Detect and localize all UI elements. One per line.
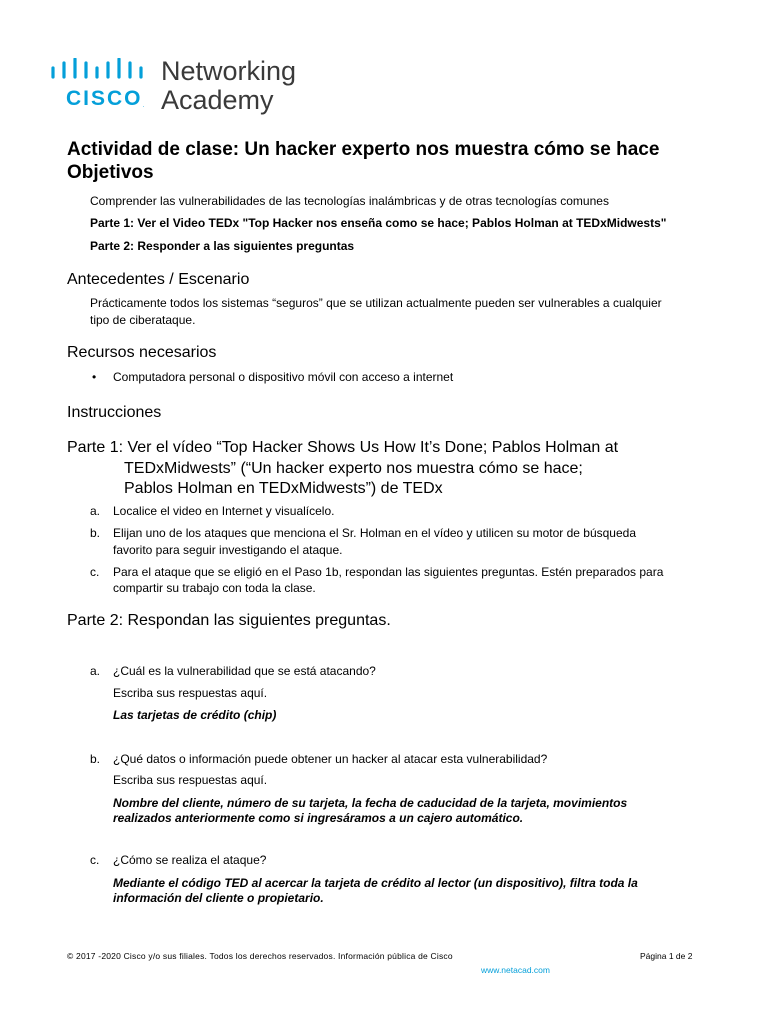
list-marker: a. — [90, 504, 101, 518]
list-marker: b. — [90, 526, 101, 540]
part1-heading-line3: Pablos Holman en TEDxMidwests”) de TEDx — [124, 480, 443, 497]
question-text: ¿Cuál es la vulnerabilidad que se está atacando? — [113, 664, 376, 678]
footer-url-link[interactable]: www.netacad.com — [481, 965, 550, 975]
answer-text: Nombre del cliente, número de su tarjeta, la fecha de caducidad de la tarjeta, movimientos — [113, 796, 628, 810]
logo-academy: Academy — [161, 85, 274, 115]
question-marker: a. — [90, 664, 101, 678]
part1-heading-line2: TEDxMidwests” (“Un hacker experto nos muestra cómo se hace; — [124, 460, 583, 477]
answer-prompt: Escriba sus respuestas aquí. — [113, 773, 268, 787]
answer-text: Las tarjetas de crédito (chip) — [113, 708, 277, 722]
list-item-text: Para el ataque que se eligió en el Paso 1b, respondan las siguientes preguntas. Estén preparados para — [113, 565, 664, 579]
logo-networking: Networking — [161, 56, 297, 86]
list-marker: c. — [90, 565, 100, 579]
list-item-text: Localice el video en Internet y visualícelo. — [113, 504, 335, 518]
question-text: ¿Cómo se realiza el ataque? — [113, 853, 267, 867]
resources-heading: Recursos necesarios — [67, 344, 217, 361]
question-marker: b. — [90, 752, 101, 766]
cisco-bars-logo-icon — [50, 58, 144, 80]
answer-prompt: Escriba sus respuestas aquí. — [113, 686, 268, 700]
background-text-line2: tipo de ciberataque. — [90, 313, 196, 327]
instructions-heading: Instrucciones — [67, 404, 162, 421]
footer-copyright: © 2017 -2020 Cisco y/o sus filiales. Todos los derechos reservados. Información pública de Cisco — [67, 951, 453, 961]
cisco-logo-text: CISCO. — [66, 87, 145, 110]
objective-part2: Parte 2: Responder a las siguientes preguntas — [90, 239, 355, 253]
answer-text: realizados anteriormente como si ingresáramos a un cajero automático. — [113, 811, 524, 825]
part1-heading-line1: Parte 1: Ver el vídeo “Top Hacker Shows Us How It’s Done; Pablos Holman at — [67, 439, 619, 456]
page-title: Actividad de clase: Un hacker experto nos muestra cómo se hace — [67, 139, 660, 160]
list-item-text: favorito para seguir investigando el ataque. — [113, 543, 343, 557]
answer-text: información del cliente o propietario. — [113, 891, 324, 905]
background-text-line1: Prácticamente todos los sistemas “seguros” que se utilizan actualmente pueden ser vulnerables a cualquier — [90, 296, 662, 310]
resource-item: Computadora personal o dispositivo móvil con acceso a internet — [113, 370, 454, 384]
objective-part1: Parte 1: Ver el Video TEDx "Top Hacker nos enseña como se hace; Pablos Holman at TEDxMidwests" — [90, 216, 667, 230]
question-text: ¿Qué datos o información puede obtener un hacker al atacar esta vulnerabilidad? — [113, 752, 548, 766]
list-item-text: Elijan uno de los ataques que menciona el Sr. Holman en el vídeo y utilicen su motor de búsqueda — [113, 526, 636, 540]
part2-heading: Parte 2: Respondan las siguientes preguntas. — [67, 612, 391, 629]
footer-page-number: Página 1 de 2 — [640, 951, 693, 961]
question-marker: c. — [90, 853, 100, 867]
list-item-text: compartir su trabajo con toda la clase. — [113, 581, 316, 595]
objectives-heading: Objetivos — [67, 162, 154, 183]
background-heading: Antecedentes / Escenario — [67, 271, 250, 288]
answer-text: Mediante el código TED al acercar la tarjeta de crédito al lector (un dispositivo), filtra toda la — [113, 876, 638, 890]
bullet-icon: • — [92, 370, 97, 384]
objectives-intro: Comprender las vulnerabilidades de las tecnologías inalámbricas y de otras tecnologías comunes — [90, 194, 609, 208]
